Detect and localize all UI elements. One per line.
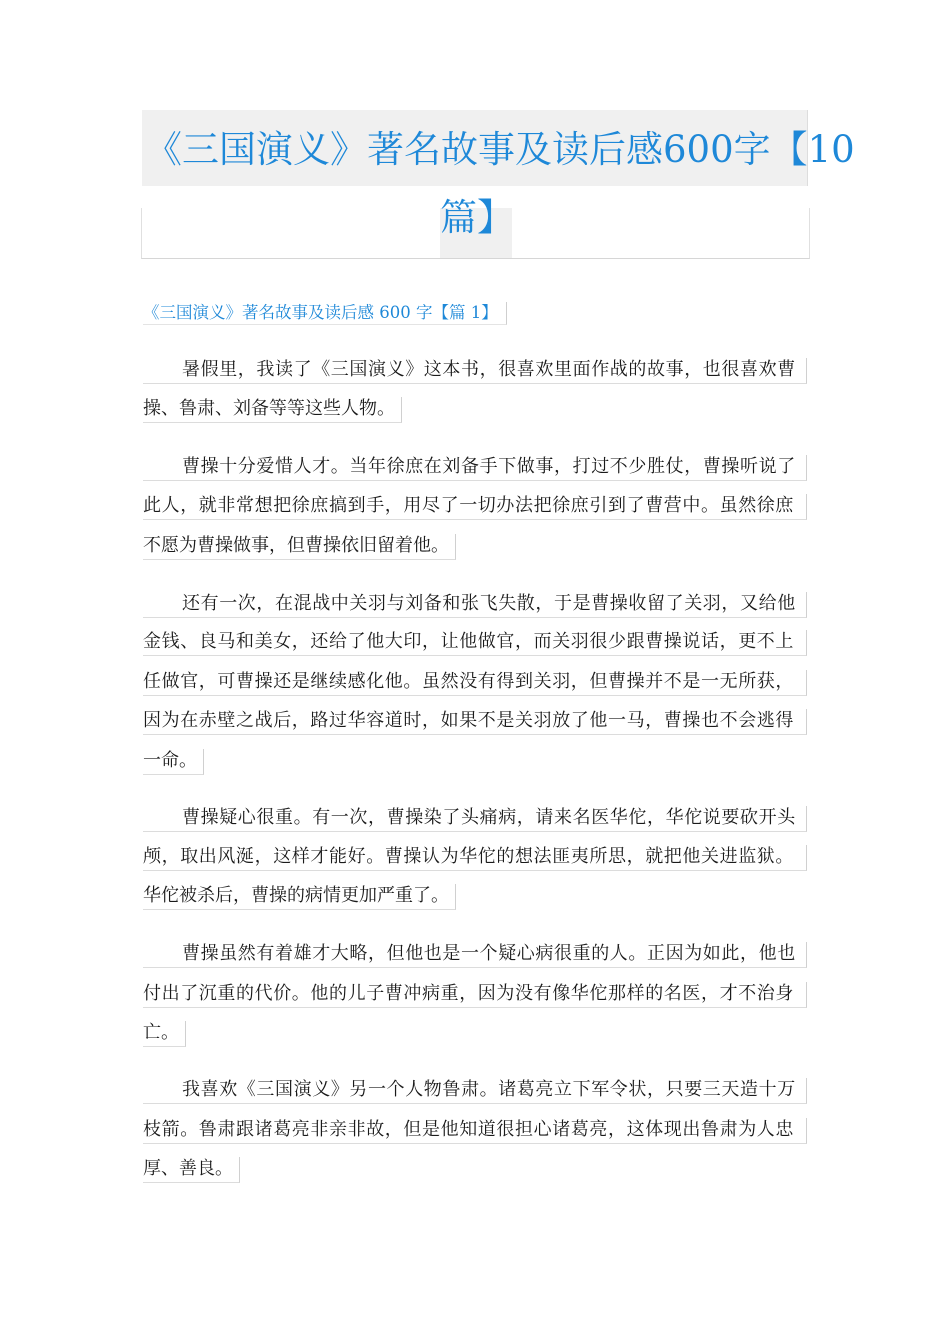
paragraph-line: 厚、善良。 xyxy=(143,1157,240,1183)
paragraph-line: 付出了沉重的代价。他的儿子曹冲病重，因为没有像华佗那样的名医，才不治身 xyxy=(143,982,807,1008)
paragraph-line: 不愿为曹操做事，但曹操依旧留着他。 xyxy=(143,534,456,560)
paragraph-line: 此人，就非常想把徐庶搞到手，用尽了一切办法把徐庶引到了曹营中。虽然徐庶 xyxy=(143,494,807,520)
paragraph-line: 暑假里，我读了《三国演义》这本书，很喜欢里面作战的故事，也很喜欢曹 xyxy=(143,358,807,384)
document-title-line-1: 《三国演义》著名故事及读后感600字【10 xyxy=(145,128,855,171)
document-title-line-2: 篇】 xyxy=(440,196,514,239)
paragraph-line: 曹操十分爱惜人才。当年徐庶在刘备手下做事，打过不少胜仗，曹操听说了 xyxy=(143,455,807,481)
paragraph-line: 曹操虽然有着雄才大略，但他也是一个疑心病很重的人。正因为如此，他也 xyxy=(143,942,807,968)
paragraph-line: 枝箭。鲁肃跟诸葛亮非亲非故，但是他知道很担心诸葛亮，这体现出鲁肃为人忠 xyxy=(143,1118,807,1144)
paragraph-line: 亡。 xyxy=(143,1021,186,1047)
paragraph-line: 因为在赤壁之战后，路过华容道时，如果不是关羽放了他一马，曹操也不会逃得 xyxy=(143,709,807,735)
paragraph-line: 还有一次，在混战中关羽与刘备和张飞失散，于是曹操收留了关羽，又给他 xyxy=(143,592,807,618)
paragraph-line: 华佗被杀后，曹操的病情更加严重了。 xyxy=(143,884,456,910)
section-heading: 《三国演义》著名故事及读后感 600 字【篇 1】 xyxy=(143,302,507,325)
paragraph-line: 我喜欢《三国演义》另一个人物鲁肃。诸葛亮立下军令状，只要三天造十万 xyxy=(143,1078,807,1104)
paragraph-line: 金钱、良马和美女，还给了他大印，让他做官，而关羽很少跟曹操说话，更不上 xyxy=(143,630,807,656)
paragraph-line: 曹操疑心很重。有一次，曹操染了头痛病，请来名医华佗，华佗说要砍开头 xyxy=(143,806,807,832)
paragraph-line: 任做官，可曹操还是继续感化他。虽然没有得到关羽，但曹操并不是一无所获， xyxy=(143,670,807,696)
paragraph-line: 颅，取出风涎，这样才能好。曹操认为华佗的想法匪夷所思，就把他关进监狱。 xyxy=(143,845,807,871)
paragraph-line: 一命。 xyxy=(143,749,204,775)
paragraph-line: 操、鲁肃、刘备等等这些人物。 xyxy=(143,397,402,423)
